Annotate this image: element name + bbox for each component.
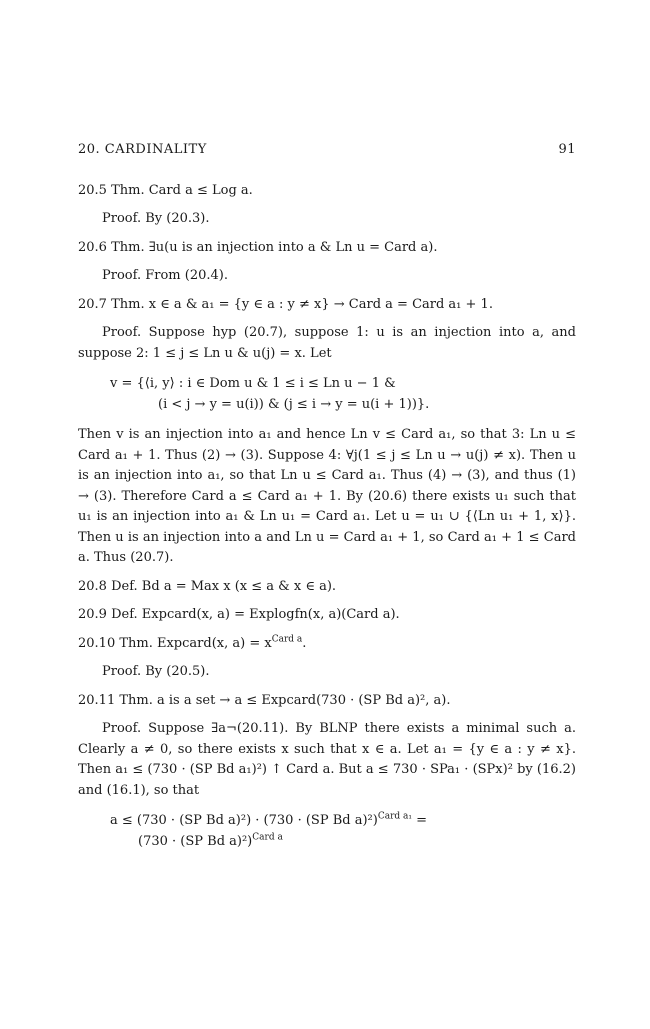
- statement-end: .: [302, 635, 307, 651]
- theorem-20-7: [78, 295, 576, 569]
- proof-part-1: Proof. Suppose hyp (20.7), suppose 1: u is an injection into a, and suppose 2: 1 ≤ j ≤ Ln u & u(j) = x. Let: [78, 325, 576, 361]
- formula-superscript: Card a: [252, 832, 283, 843]
- theorem-20-10: [78, 634, 576, 683]
- formula-line-2: [110, 832, 576, 853]
- proof: Proof. From (20.4).: [102, 268, 228, 283]
- statement: 20.9 Def. Expcard(x, a) = Explogfn(x, a)(Card a).: [78, 607, 400, 622]
- statement-text: 20.10 Thm. Expcard(x, a) = x: [78, 635, 272, 651]
- definition-20-9: [78, 605, 576, 626]
- statement: 20.6 Thm. ∃u(u is an injection into a & Ln u = Card a).: [78, 239, 438, 255]
- statement: 20.5 Thm. Card a ≤ Log a.: [78, 182, 253, 198]
- display-formula: [78, 811, 576, 852]
- running-header: [78, 140, 576, 161]
- statement: 20.11 Thm. a is a set → a ≤ Expcard(730 · (SP Bd a)², a).: [78, 692, 451, 708]
- formula-text: a ≤ (730 · (SP Bd a)²) · (730 · (SP Bd a)²): [110, 813, 378, 828]
- statement: 20.7 Thm. x ∈ a & a₁ = {y ∈ a : y ≠ x} → Card a = Card a₁ + 1.: [78, 296, 493, 312]
- definition-20-8: [78, 577, 576, 598]
- formula-line-1: [110, 811, 576, 832]
- formula-line-1: v = {⟨i, y⟩ : i ∈ Dom u & 1 ≤ i ≤ Ln u − 1 &: [110, 376, 396, 391]
- display-formula: [78, 374, 576, 415]
- statement: [78, 634, 576, 655]
- statement-superscript: Card a: [271, 634, 303, 645]
- proof-part-1: Proof. Suppose ∃a¬(20.11). By BLNP there exists a minimal such a. Clearly a ≠ 0, so there exists x such that x ∈ a. Let a₁ = {y ∈ a : y ≠ x}. Then a₁ ≤ (730 · (SP Bd a₁)²) ↑ Card a. But a ≤ 730 · SPa₁ · (SPx)² by (16.2) and (16.1), so that: [78, 721, 576, 798]
- formula-text: (730 · (SP Bd a)²): [138, 833, 253, 849]
- page-number: 91: [558, 142, 576, 157]
- page-body: [78, 140, 576, 852]
- chapter-title: 20. CARDINALITY: [78, 142, 207, 157]
- formula-line-2: (i < j → y = u(i)) & (j ≤ i → y = u(i + 1))}.: [158, 396, 430, 412]
- theorem-20-6: [78, 238, 576, 287]
- proof: Proof. By (20.3).: [102, 211, 210, 226]
- proof: Proof. By (20.5).: [102, 664, 210, 679]
- formula-superscript: Card a₁: [377, 811, 412, 822]
- theorem-20-5: [78, 181, 576, 230]
- proof-part-2: Then v is an injection into a₁ and hence Ln v ≤ Card a₁, so that 3: Ln u ≤ Card a₁ + 1. Thus (2) → (3). Suppose 4: ∀j(1 ≤ j ≤ Ln u → u(j) ≠ x). Then u is an injection into a₁, so that Ln u ≤ Card a₁. Thus (4) → (3), and thus (1) → (3). Therefore Card a ≤ Card a₁ + 1. By (20.6) there exists u₁ such that u₁ is an injection into a₁ & Ln u₁ = Card a₁. Let u = u₁ ∪ {⟨Ln u₁ + 1, x⟩}. Then u is an injection into a and Ln u = Card a₁ + 1, so Card a₁ + 1 ≤ Card a. Thus (20.7).: [78, 427, 576, 565]
- theorem-20-11: [78, 691, 576, 853]
- statement: 20.8 Def. Bd a = Max x (x ≤ a & x ∈ a).: [78, 578, 337, 594]
- formula-end: =: [411, 813, 427, 828]
